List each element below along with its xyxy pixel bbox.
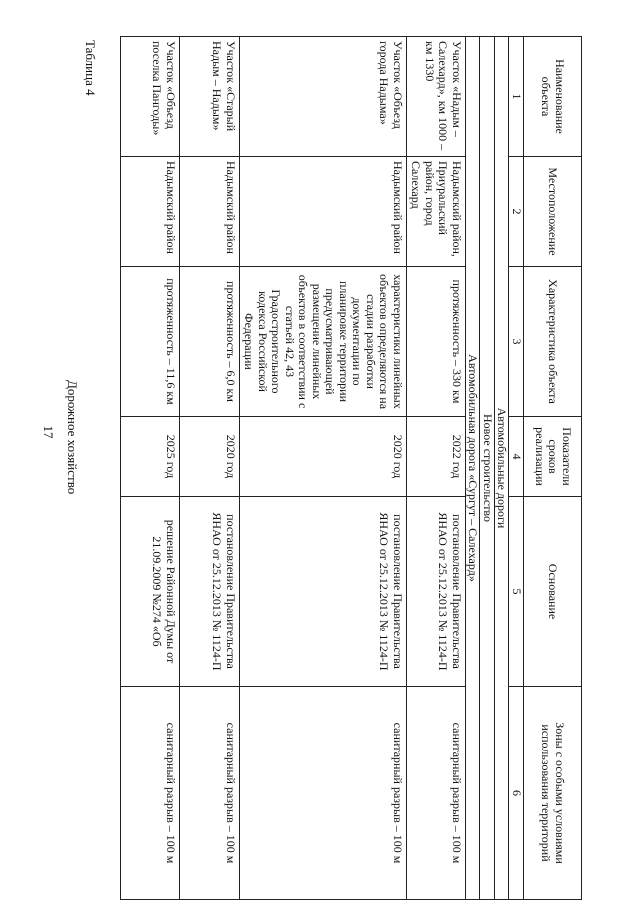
column-number: 1 [509,37,524,157]
column-number: 5 [509,497,524,687]
table-row [240,37,407,900]
table-label: Таблица 4 [83,40,98,96]
table-cell: характеристики линейных объектов определяются на стадии разработки документации по планировке территории предусматривающей размещение линейных объектов в соответствии с статьей 42, 43 Градостроительного кодекса Российской Федерации [240,267,407,417]
table-cell: 2020 год [180,417,240,497]
column-number-row [509,37,524,900]
table-cell: Надымский район, Приуральский район, город Салехард [407,157,466,267]
header-cell: Основание [524,497,582,687]
column-number: 4 [509,417,524,497]
table-cell: Надымский район [121,157,180,267]
column-number: 2 [509,157,524,267]
table-cell: Участок «Объезд города Надыма» [240,37,407,157]
header-cell: Зоны с особыми условиями использования территорий [524,687,582,900]
table-cell: решение Районной Думы от 21.09.2009 №274 «Об [121,497,180,687]
table-cell: протяженность – 6,0 км [180,267,240,417]
table-cell: санитарный разрыв – 100 м [180,687,240,900]
header-cell: Характеристика объекта [524,267,582,417]
table-cell: постановление Правительства ЯНАО от 25.12.2013 № 1124-П [240,497,407,687]
table-cell: санитарный разрыв – 100 м [121,687,180,900]
column-number: 3 [509,267,524,417]
table-cell: 2025 год [121,417,180,497]
table-row [407,37,466,900]
table-cell: протяженность – 330 км [407,267,466,417]
table-cell: санитарный разрыв – 100 м [240,687,407,900]
section-heading: Новое строительство [480,37,495,900]
table-cell: Участок «Объезд поселка Пангоды» [121,37,180,157]
header-row [524,37,582,900]
column-number: 6 [509,687,524,900]
table-cell: 2020 год [240,417,407,497]
table-cell: постановление Правительства ЯНАО от 25.12.2013 № 1124-П [180,497,240,687]
page-number: 17 [41,425,56,439]
data-table [120,36,582,900]
header-cell: Местоположение [524,157,582,267]
section-heading: Автомобильная дорога «Сургут – Салехард» [466,37,481,900]
table-cell: Надымский район [180,157,240,267]
table-cell: 2022 год [407,417,466,497]
table-cell: Участок «Надым – Салехард», км 1000 – км 1330 [407,37,466,157]
header-cell: Наименование объекта [524,37,582,157]
section-heading: Автомобильные дороги [495,37,510,900]
table-cell: Участок «Старый Надым – Надым» [180,37,240,157]
table-row [121,37,180,900]
table-row [180,37,240,900]
page-title: Дорожное хозяйство [65,380,80,495]
table-cell: протяженность – 11,6 км [121,267,180,417]
table-cell: постановление Правительства ЯНАО от 25.12.2013 № 1124-П [407,497,466,687]
header-cell: Показатели сроков реализации [524,417,582,497]
table-cell: санитарный разрыв – 100 м [407,687,466,900]
table-cell: Надымский район [240,157,407,267]
table-area [120,36,582,899]
